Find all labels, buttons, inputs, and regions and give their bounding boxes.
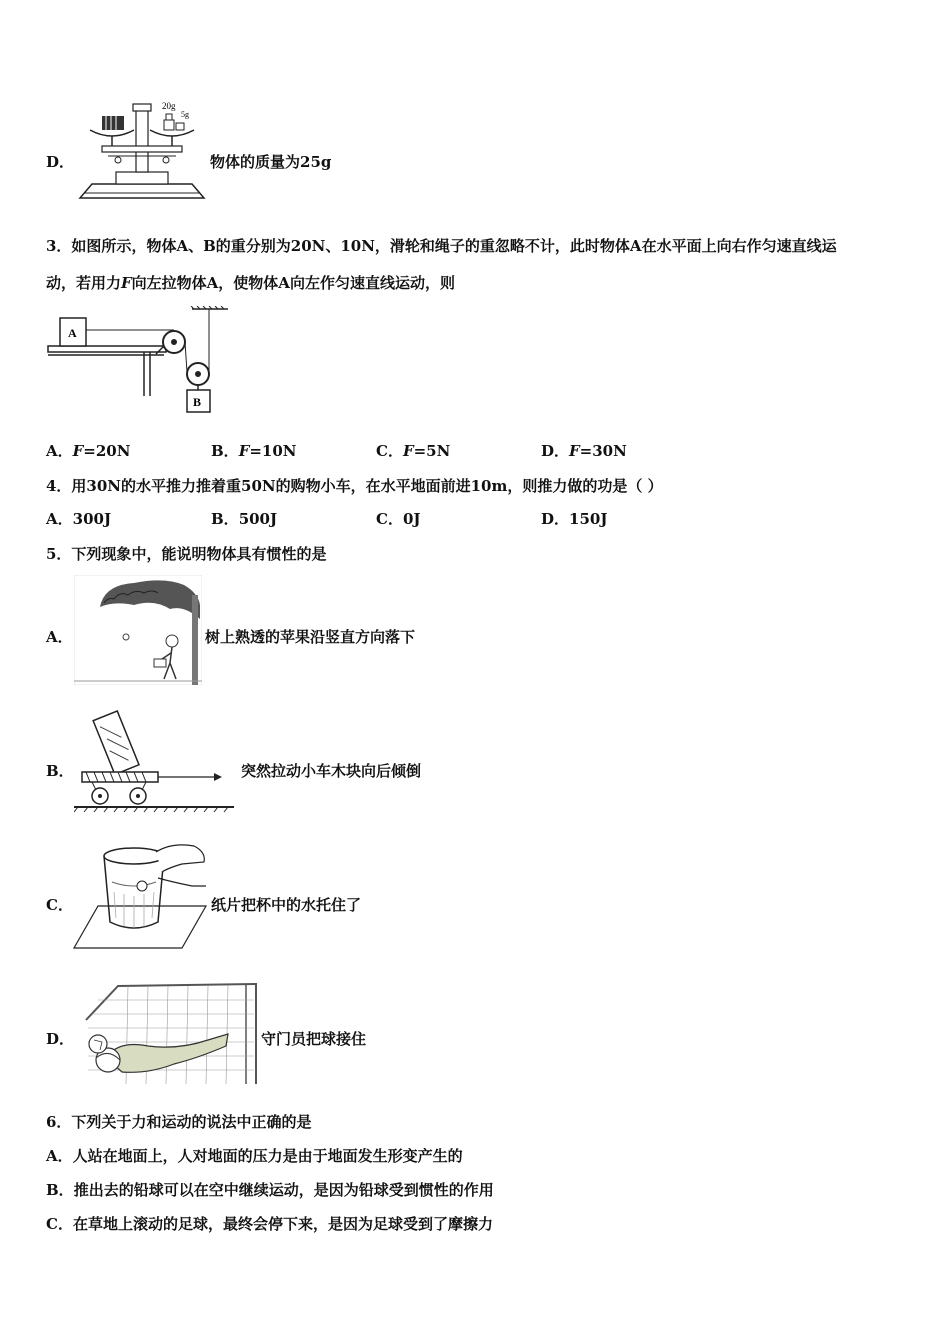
weight-label-20g: 20g	[162, 101, 176, 111]
apple-tree-figure	[74, 575, 202, 685]
q4-stem: 4．用30N的水平推力推着重50N的购物小车，在水平地面前进10m，则推力做的功是（ ）	[46, 477, 663, 495]
q3-option-a[interactable]: A．F=20N	[46, 442, 131, 460]
q6-stem: 6．下列关于力和运动的说法中正确的是	[46, 1113, 312, 1131]
option-text: 纸片把杯中的水托住了	[211, 896, 362, 914]
pulley-system-figure	[46, 306, 236, 418]
option-label: B．	[46, 762, 74, 780]
option-label: D．	[46, 1030, 75, 1048]
option-label: C．	[46, 896, 73, 914]
q4-option-b[interactable]: B．500J	[211, 510, 278, 528]
q3-option-b[interactable]: B．F=10N	[211, 442, 297, 460]
weight-label-5g: 5g	[181, 110, 189, 119]
q4-option-c[interactable]: C．0J	[376, 510, 421, 528]
cup-paper-figure	[72, 842, 210, 952]
option-text: 物体的质量为25g	[210, 153, 332, 171]
option-text: 突然拉动小车木块向后倾倒	[241, 762, 422, 780]
q3-stem-line2: 动，若用力F向左拉物体A，使物体A向左作匀速直线运动，则	[46, 274, 455, 292]
q6-option-c[interactable]: C．在草地上滚动的足球，最终会停下来，是因为足球受到了摩擦力	[46, 1215, 493, 1233]
q5-stem: 5．下列现象中，能说明物体具有惯性的是	[46, 545, 327, 563]
q3-stem-line1: 3．如图所示，物体A、B的重分别为20N、10N，滑轮和绳子的重忽略不计，此时物体A在水平面上向右作匀速直线运	[46, 237, 837, 255]
block-b-label: B	[193, 395, 202, 409]
cart-block-figure	[74, 708, 236, 814]
goalkeeper-figure	[78, 980, 258, 1086]
option-label: A．	[46, 628, 73, 646]
balance-scale-figure	[78, 98, 206, 202]
q4-option-d[interactable]: D．150J	[541, 510, 608, 528]
option-label: D．	[46, 153, 75, 171]
q4-option-a[interactable]: A．300J	[46, 510, 112, 528]
q3-option-d[interactable]: D．F=30N	[541, 442, 627, 460]
q3-option-c[interactable]: C．F=5N	[376, 442, 451, 460]
option-text: 守门员把球接住	[261, 1030, 367, 1048]
q6-option-a[interactable]: A．人站在地面上，人对地面的压力是由于地面发生形变产生的	[46, 1147, 463, 1165]
q6-option-b[interactable]: B．推出去的铅球可以在空中继续运动，是因为铅球受到惯性的作用	[46, 1181, 494, 1199]
block-a-label: A	[68, 326, 77, 340]
option-text: 树上熟透的苹果沿竖直方向落下	[205, 628, 416, 646]
